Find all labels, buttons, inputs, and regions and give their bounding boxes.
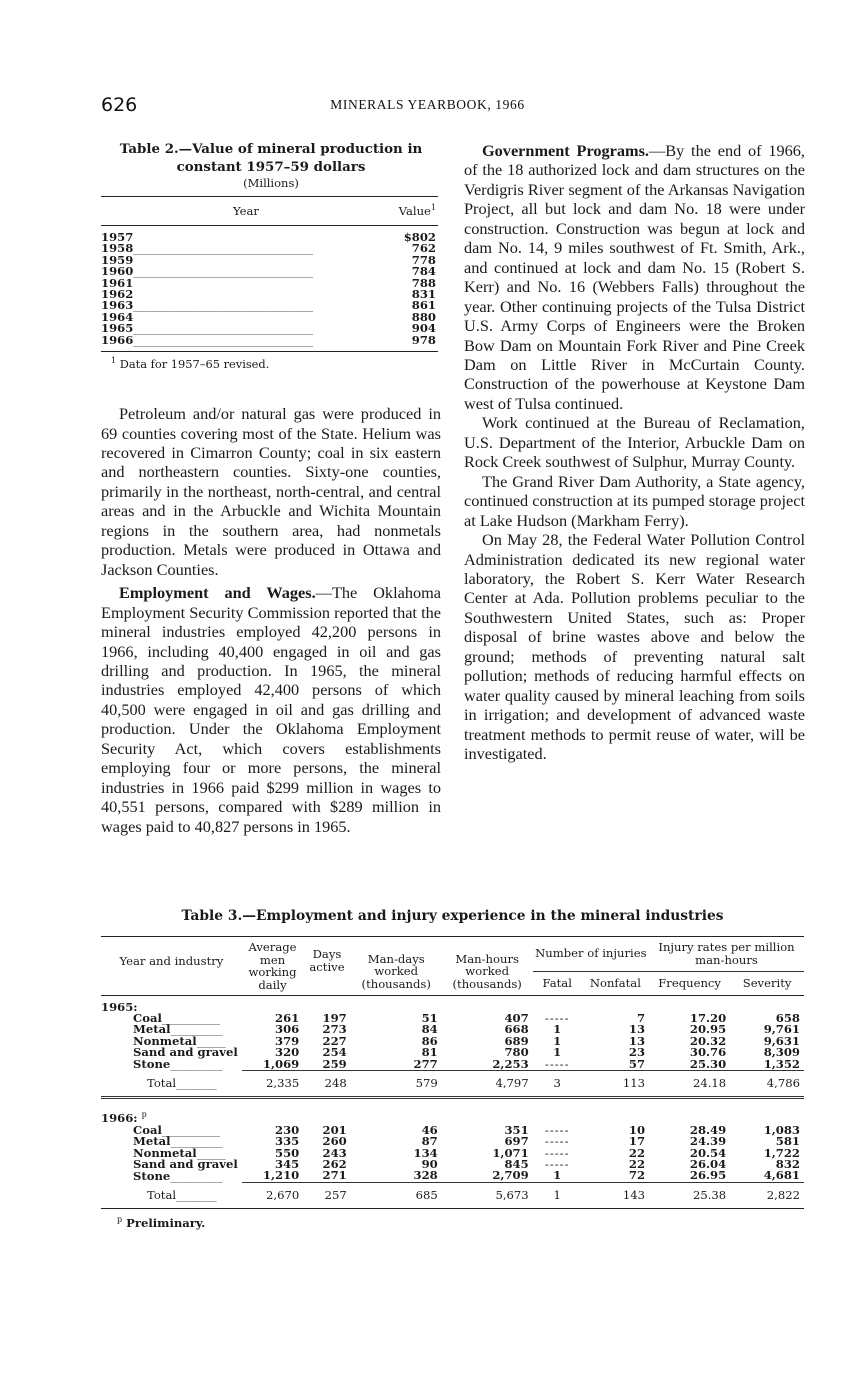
section-heading-government: Government Programs. [482, 141, 649, 160]
man-days-cell: 90 [421, 1156, 438, 1171]
man-days-cell: 46 [421, 1122, 438, 1137]
total-row [101, 1070, 804, 1097]
nonfatal-cell: 23 [628, 1045, 646, 1060]
table-row [101, 226, 438, 244]
col-frequency: Frequency [649, 972, 730, 996]
fatal-cell: ----- [544, 1122, 570, 1137]
table3-title: Table 3.—Employment and injury experience in the mineral industries [181, 908, 724, 924]
avg-men-cell: 261 [275, 1010, 300, 1025]
frequency-cell: 25.30 [689, 1056, 727, 1071]
total-days-cell: 248 [303, 1070, 351, 1097]
year-cell: 1960______________________________ [101, 266, 314, 278]
frequency-cell: 20.95 [689, 1022, 727, 1037]
days-cell: 271 [322, 1168, 347, 1183]
total-man-days-cell: 685 [351, 1182, 442, 1208]
year-cell: 1957______________________________ [101, 230, 314, 244]
table-row [101, 323, 438, 334]
days-cell: 227 [322, 1033, 347, 1048]
table3-footnote: $^p$ Preliminary. [117, 1215, 206, 1231]
avg-men-cell: 306 [275, 1022, 300, 1037]
total-frequency-cell: 24.18 [649, 1070, 730, 1097]
paragraph-employment: Employment and Wages.—The Oklahoma Employment Security Commission reported that the mineral industries employed 42,200 persons in 1966, including 40,400 engaged in oil and gas drilling and production. In 1965, the mineral industries employed 42,400 persons of which 40,500 were engaged in oil and gas drilling and production. Under the Oklahoma Employment Security Act, which covers establishments employing four or more persons, the mineral industries in 1966 paid $299 million in wages to 40,551 persons, compared with $289 million in wages paid to 40,827 persons in 1965. [101, 583, 441, 836]
man-days-cell: 81 [421, 1045, 438, 1060]
table2-title-line2: constant 1957–59 dollars [176, 159, 366, 175]
severity-cell: 1,352 [763, 1056, 800, 1071]
year-cell: 1964______________________________ [101, 311, 314, 324]
total-frequency-cell: 25.38 [649, 1182, 730, 1208]
man-hours-cell: 407 [504, 1010, 529, 1025]
year-cell: 1966______________________________ [101, 335, 351, 352]
industry-cell: Nonmetal_____ [133, 1145, 226, 1160]
fatal-cell: ----- [544, 1134, 570, 1149]
year-cell: 1962______________________________ [101, 289, 314, 301]
table-row [101, 255, 438, 266]
page-number: 626 [101, 94, 138, 116]
total-severity-cell: 2,822 [730, 1182, 804, 1208]
total-label: Total_______ [101, 1070, 242, 1097]
table-row [101, 243, 438, 254]
fatal-cell: ----- [544, 1145, 570, 1160]
man-hours-cell: 2,253 [492, 1056, 529, 1071]
table-row [101, 335, 438, 352]
col-days-active: Days active [303, 937, 351, 996]
right-body-text [464, 141, 805, 764]
value-cell: 904 [411, 321, 436, 336]
days-cell: 262 [322, 1156, 347, 1171]
total-man-hours-cell: 4,797 [442, 1070, 533, 1097]
left-body-text [101, 404, 441, 836]
fatal-cell: ----- [544, 1156, 570, 1171]
total-fatal-cell: 3 [533, 1070, 582, 1097]
year-cell: 1961______________________________ [101, 277, 314, 290]
section-heading-employment: Employment and Wages. [119, 583, 316, 603]
nonfatal-cell: 57 [628, 1056, 646, 1071]
table-row [101, 266, 438, 277]
value-cell: 784 [411, 264, 436, 279]
value-cell: 861 [411, 298, 436, 313]
total-severity-cell: 4,786 [730, 1070, 804, 1097]
avg-men-cell: 550 [275, 1145, 300, 1160]
fatal-cell: ----- [544, 1056, 570, 1071]
total-days-cell: 257 [303, 1182, 351, 1208]
table2-unit: (Millions) [243, 176, 299, 190]
nonfatal-cell: 13 [628, 1022, 646, 1037]
table2-col-year: Year [101, 197, 351, 226]
total-man-hours-cell: 5,673 [442, 1182, 533, 1208]
frequency-cell: 20.54 [689, 1145, 727, 1160]
paragraph-reclamation: Work continued at the Bureau of Reclamation, U.S. Department of the Interior, Arbuckle Dam on Rock Creek southwest of Sulphur, Murray County. [464, 413, 805, 472]
man-days-cell: 277 [413, 1056, 438, 1071]
frequency-cell: 20.32 [689, 1033, 727, 1048]
table2-title-line1: Table 2.—Value of mineral production in [119, 141, 423, 157]
man-hours-cell: 780 [504, 1045, 529, 1060]
man-hours-cell: 351 [504, 1122, 529, 1137]
severity-cell: 658 [775, 1010, 800, 1025]
year-label: 1965: [101, 999, 138, 1014]
col-fatal: Fatal [533, 972, 582, 996]
table-row [101, 300, 438, 311]
fatal-cell: 1 [553, 1022, 562, 1037]
industry-cell: Metal_________ [133, 1134, 223, 1149]
nonfatal-cell: 22 [628, 1156, 646, 1171]
col-avg-men: Average men working daily [242, 937, 303, 996]
year-cell: 1965______________________________ [101, 323, 314, 335]
severity-cell: 9,631 [763, 1033, 800, 1048]
days-cell: 259 [322, 1056, 347, 1071]
severity-cell: 1,083 [763, 1122, 800, 1137]
col-group-rates: Injury rates per million man-hours [649, 937, 804, 972]
avg-men-cell: 230 [275, 1122, 300, 1137]
frequency-cell: 26.04 [689, 1156, 727, 1171]
value-cell: 788 [411, 275, 436, 290]
table2-footnote: $^1$ Data for 1957–65 revised. [111, 356, 270, 372]
total-nonfatal-cell: 143 [582, 1182, 649, 1208]
avg-men-cell: 320 [275, 1045, 300, 1060]
total-label: Total_______ [101, 1182, 242, 1208]
table2-title [101, 140, 441, 176]
col-man-days: Man-days worked (thousands) [351, 937, 442, 996]
avg-men-cell: 335 [275, 1134, 300, 1149]
col-group-injuries: Number of injuries [533, 937, 649, 972]
year-cell: 1958______________________________ [101, 243, 314, 255]
days-cell: 260 [322, 1134, 347, 1149]
nonfatal-cell: 72 [628, 1168, 646, 1183]
nonfatal-cell: 22 [628, 1145, 646, 1160]
nonfatal-cell: 13 [628, 1033, 646, 1048]
table3 [101, 908, 804, 1230]
total-man-days-cell: 579 [351, 1070, 442, 1097]
fatal-cell: 1 [553, 1045, 562, 1060]
man-days-cell: 328 [413, 1168, 438, 1183]
left-column [101, 140, 441, 836]
paragraph-grand-river: The Grand River Dam Authority, a State agency, continued construction at its pumped storage project at Lake Hudson (Markham Ferry). [464, 471, 805, 530]
total-row [101, 1182, 804, 1208]
man-hours-cell: 1,071 [492, 1145, 529, 1160]
industry-cell: Coal__________ [133, 1010, 220, 1025]
avg-men-cell: 379 [275, 1033, 300, 1048]
severity-cell: 4,681 [763, 1168, 800, 1183]
days-cell: 254 [322, 1045, 347, 1060]
days-cell: 201 [322, 1122, 347, 1137]
total-avg-men-cell: 2,670 [242, 1182, 303, 1208]
days-cell: 197 [322, 1010, 347, 1025]
table3-grid [101, 936, 804, 1209]
footnote-marker: 1 [430, 203, 436, 213]
value-cell: 778 [411, 252, 436, 267]
value-cell: 762 [411, 241, 436, 256]
table-row [101, 312, 438, 323]
severity-cell: 8,309 [763, 1045, 800, 1060]
industry-cell: Sand and gravel [133, 1156, 238, 1171]
avg-men-cell: 1,210 [262, 1168, 300, 1183]
paragraph-government-programs: Government Programs.—By the end of 1966, of the 18 authorized lock and dam structures on the Verdigris River segment of the Arkansas Navigation Project, all but lock and dam No. 18 were under construction. Construction was begun at lock and dam No. 14, 9 miles southwest of Ft. Smith, Ark., and continued at lock and dam No. 15 (Robert S. Kerr) and No. 16 (Webbers Falls) throughout the year. Other continuing projects of the Tulsa District U.S. Army Corps of Engineers were the Broken Bow Dam on Mountain Fork River and Pine Creek Dam on Little River in McCurtain County. Construction of the powerhouse at Keystone Dam west of Tulsa continued. [464, 141, 805, 413]
year-cell: 1959______________________________ [101, 254, 314, 267]
days-cell: 243 [322, 1145, 347, 1160]
value-cell: 880 [411, 309, 436, 324]
frequency-cell: 30.76 [689, 1045, 727, 1060]
frequency-cell: 17.20 [689, 1010, 727, 1025]
severity-cell: 9,761 [763, 1022, 800, 1037]
table-row [101, 289, 438, 300]
value-cell: 978 [351, 335, 438, 352]
industry-cell: Coal__________ [133, 1122, 220, 1137]
severity-cell: 1,722 [763, 1145, 800, 1160]
right-column [464, 141, 805, 764]
table2 [101, 140, 441, 371]
nonfatal-cell: 17 [628, 1134, 646, 1149]
frequency-cell: 28.49 [689, 1122, 727, 1137]
col-man-hours: Man-hours worked (thousands) [442, 937, 533, 996]
severity-cell: 581 [775, 1134, 800, 1149]
industry-cell: Stone_________ [133, 1168, 223, 1183]
table-row [101, 1059, 804, 1071]
man-hours-cell: 845 [504, 1156, 529, 1171]
man-hours-cell: 2,709 [492, 1168, 529, 1183]
table-row [101, 1170, 804, 1182]
man-hours-cell: 689 [504, 1033, 529, 1048]
man-hours-cell: 697 [504, 1134, 529, 1149]
year-label: 1966: $^p$ [101, 1110, 147, 1126]
running-head: MINERALS YEARBOOK, 1966 [330, 97, 525, 112]
table-row [101, 278, 438, 289]
man-days-cell: 51 [421, 1010, 438, 1025]
total-avg-men-cell: 2,335 [242, 1070, 303, 1097]
industry-cell: Metal_________ [133, 1022, 223, 1037]
total-fatal-cell: 1 [533, 1182, 582, 1208]
nonfatal-cell: 10 [628, 1122, 646, 1137]
table2-grid [101, 196, 438, 352]
man-hours-cell: 668 [504, 1022, 529, 1037]
man-days-cell: 84 [421, 1022, 438, 1037]
total-nonfatal-cell: 113 [582, 1070, 649, 1097]
severity-cell: 832 [775, 1156, 800, 1171]
col-severity: Severity [730, 972, 804, 996]
nonfatal-cell: 7 [636, 1010, 646, 1025]
value-cell: 831 [411, 287, 436, 302]
avg-men-cell: 345 [275, 1156, 300, 1171]
fatal-cell: ----- [544, 1010, 570, 1025]
frequency-cell: 24.39 [689, 1134, 727, 1149]
frequency-cell: 26.95 [689, 1168, 727, 1183]
col-nonfatal: Nonfatal [582, 972, 649, 996]
avg-men-cell: 1,069 [262, 1056, 300, 1071]
man-days-cell: 87 [421, 1134, 438, 1149]
fatal-cell: 1 [553, 1033, 562, 1048]
paragraph-petroleum: Petroleum and/or natural gas were produced in 69 counties covering most of the State. Helium was recovered in Cimarron County; coal in six eastern and northeastern counties. Sixty-one counties, primarily in the northeast, north-central, and central areas and in the Arbuckle and Wichita Mountain regions in the southern area, had nonmetals production. Metals were produced in Ottawa and Jackson Counties. [101, 404, 441, 579]
paragraph-water-pollution: On May 28, the Federal Water Pollution Control Administration dedicated its new regional water laboratory, the Robert S. Kerr Water Research Center at Ada. Pollution problems peculiar to the Southwestern United States, such as: Proper disposal of brine wastes above and below the ground; methods of preventing natural salt pollution; methods of reducing harmful effects on water quality caused by mineral leaching from soils in irrigation; and development of advanced waste treatment methods to permit reuse of water, will be investigated. [464, 530, 805, 764]
days-cell: 273 [322, 1022, 347, 1037]
fatal-cell: 1 [553, 1168, 562, 1183]
year-cell: 1963______________________________ [101, 300, 314, 312]
col-year-industry: Year and industry [101, 937, 242, 996]
value-cell: $802 [403, 230, 436, 244]
industry-cell: Stone_________ [133, 1056, 223, 1071]
industry-cell: Sand and gravel [133, 1045, 238, 1060]
industry-cell: Nonmetal_____ [133, 1033, 226, 1048]
man-days-cell: 134 [413, 1145, 438, 1160]
man-days-cell: 86 [421, 1033, 438, 1048]
table2-col-value: Value$^1$ [351, 197, 438, 226]
